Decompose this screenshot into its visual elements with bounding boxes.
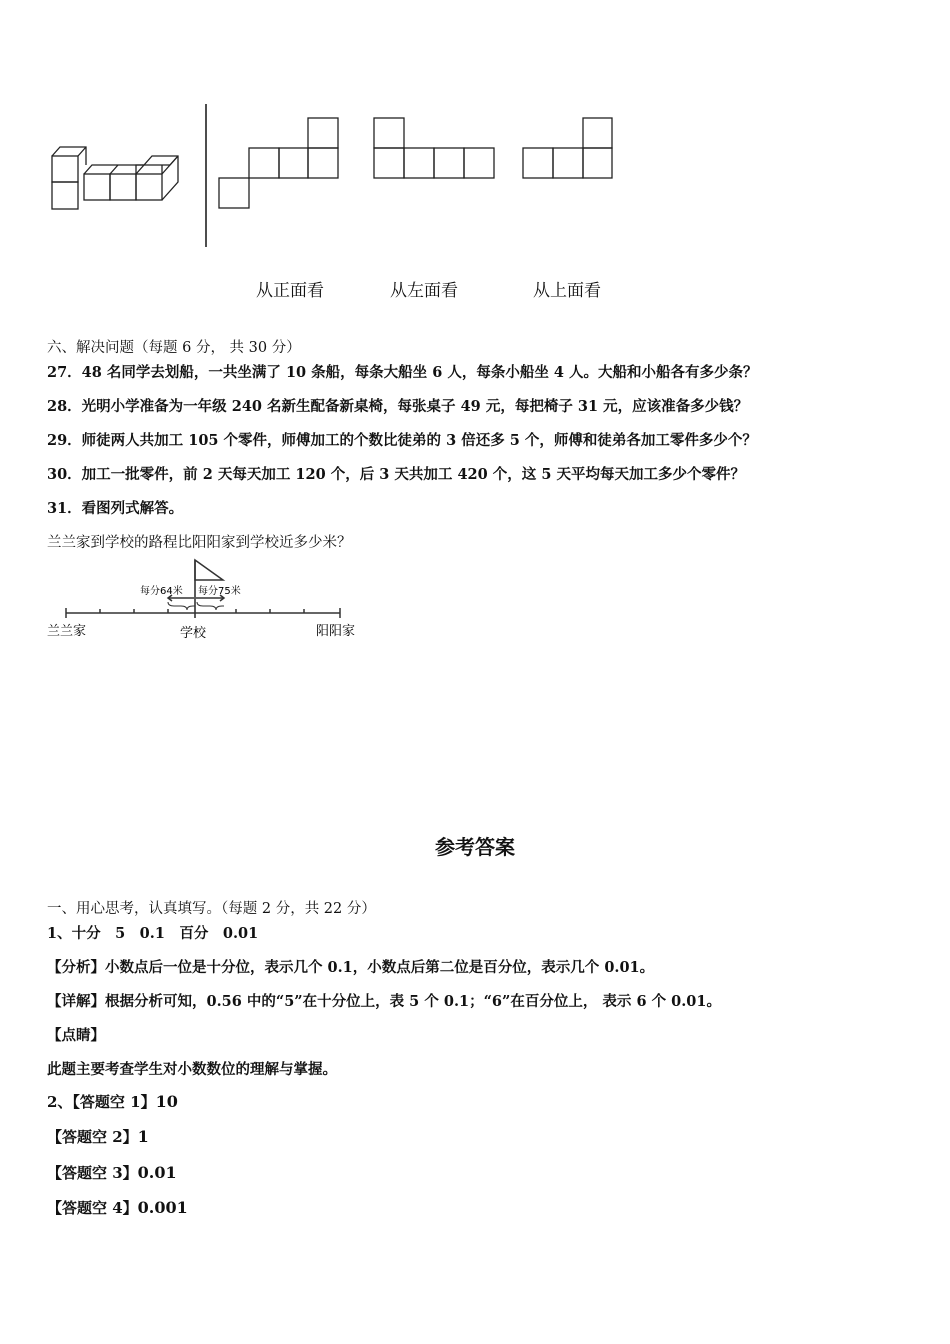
answer-1-analysis: 【分析】小数点后一位是十分位，表示几个 0.1，小数点后第二位是百分位，表示几个 0.01。 <box>47 959 655 976</box>
question-29: 29．师徒两人共加工 105 个零件，师傅加工的个数比徒弟的 3 倍还多 5 个，师傅和徒弟各加工零件多少个？ <box>47 432 757 449</box>
road-diagram <box>40 556 380 646</box>
answer-2-blank-4 <box>47 1197 188 1218</box>
cube-views-figure <box>0 0 950 260</box>
blank-1-value: 10 <box>155 1092 178 1111</box>
answer-1-detail: 【详解】根据分析可知，0.56 中的“5”在十分位上，表 5 个 0.1；“6”在百分位上， 表示 6 个 0.01。 <box>47 993 721 1010</box>
question-28: 28．光明小学准备为一年级 240 名新生配备新桌椅，每张桌子 49 元，每把椅子 31 元，应该准备多少钱？ <box>47 398 749 415</box>
blank-4-value: 0.001 <box>137 1198 188 1217</box>
answer-2-blank-1 <box>47 1091 178 1112</box>
left-speed-label: 每分64米 <box>140 586 183 597</box>
question-31-subtext: 兰兰家到学校的路程比阳阳家到学校近多少米？ <box>47 535 352 551</box>
blank-2-label: 【答题空 2】 <box>47 1128 138 1146</box>
front-view-label: 从正面看 <box>256 281 324 301</box>
front-view-drawing <box>219 118 338 208</box>
answer-1-remark: 此题主要考查学生对小数数位的理解与掌握。 <box>47 1061 337 1078</box>
lanlan-home-label: 兰兰家 <box>47 624 87 639</box>
answer-2-blank-3 <box>47 1162 177 1183</box>
blank-2-value: 1 <box>137 1127 149 1146</box>
left-view-drawing <box>374 118 494 178</box>
answer-1-line: 1、十分 5 0.1 百分 0.01 <box>47 925 259 942</box>
blank-4-label: 【答题空 4】 <box>47 1199 138 1217</box>
school-label: 学校 <box>180 626 207 641</box>
answers-section1-heading: 一、用心思考，认真填写。（每题 2 分，共 22 分） <box>47 901 376 917</box>
yangyang-home-label: 阳阳家 <box>316 624 356 639</box>
answer-2-blank-2 <box>47 1126 149 1147</box>
question-31: 31．看图列式解答。 <box>47 500 184 517</box>
top-view-drawing <box>523 118 612 178</box>
answers-title: 参考答案 <box>435 835 515 859</box>
right-speed-label: 每分75米 <box>198 586 241 597</box>
cube-solid-drawing <box>52 147 178 209</box>
answer-1-remark-label: 【点睛】 <box>47 1027 105 1044</box>
blank-3-label: 【答题空 3】 <box>47 1164 138 1182</box>
top-view-label: 从上面看 <box>533 281 601 301</box>
blank-1-label: 2、【答题空 1】 <box>47 1093 156 1111</box>
left-view-label: 从左面看 <box>390 281 458 301</box>
question-27: 27．48 名同学去划船，一共坐满了 10 条船，每条大船坐 6 人，每条小船坐 4 人。大船和小船各有多少条？ <box>47 364 758 381</box>
section6-heading: 六、解决问题（每题 6 分， 共 30 分） <box>47 340 301 356</box>
school-flag <box>195 560 223 580</box>
blank-3-value: 0.01 <box>137 1163 177 1182</box>
question-30: 30．加工一批零件，前 2 天每天加工 120 个，后 3 天共加工 420 个，这 5 天平均每天加工多少个零件？ <box>47 466 745 483</box>
